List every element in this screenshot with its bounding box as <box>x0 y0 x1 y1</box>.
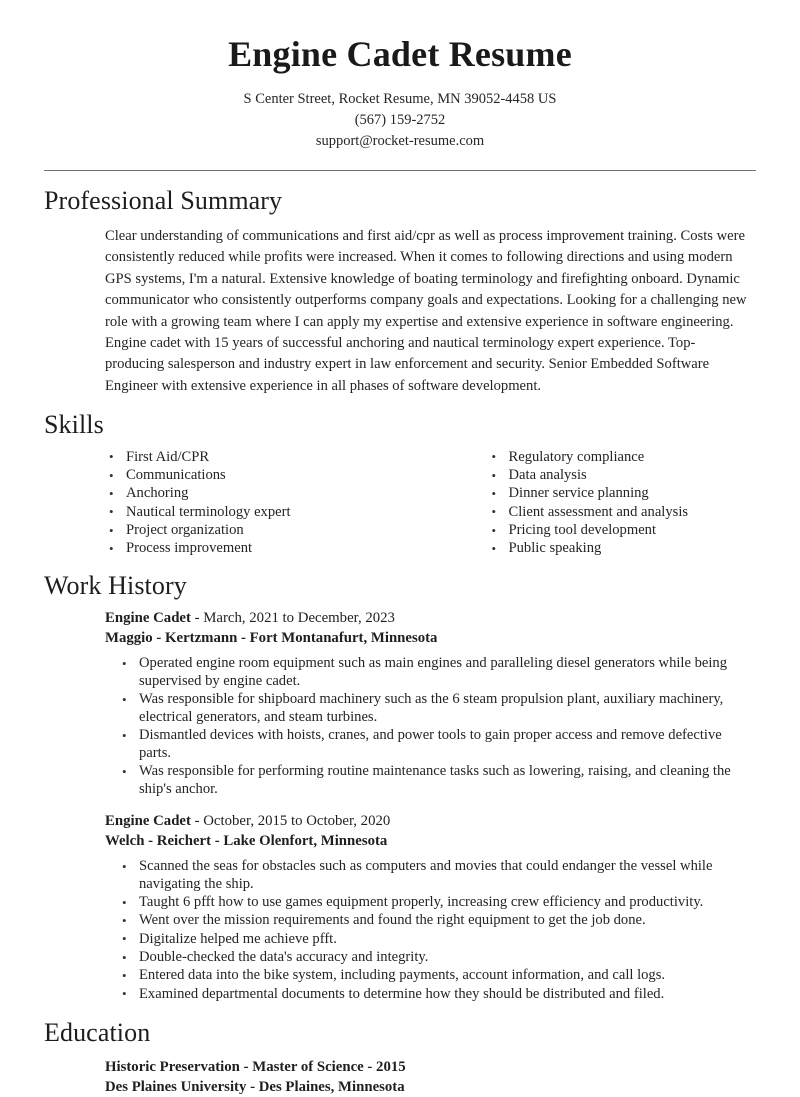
list-item: • Went over the mission requirements and found the right equipment to get the job done. <box>118 912 749 930</box>
contact-address: S Center Street, Rocket Resume, MN 39052-4458 US <box>243 91 557 108</box>
list-item: • Examined departmental documents to determine how they should be distributed and filed. <box>118 986 749 1004</box>
job-role: Engine Cadet <box>105 610 191 627</box>
section-heading-work-history: Work History <box>44 570 187 600</box>
list-item: • Entered data into the bike system, including payments, account information, and call logs. <box>118 967 749 985</box>
list-item: • Dinner service planning <box>488 485 757 503</box>
skills-column-right <box>431 449 757 559</box>
job-dates: October, 2015 to October, 2020 <box>203 813 391 830</box>
list-item: • Dismantled devices with hoists, cranes, and power tools to gain proper access and remove defective parts. <box>118 727 749 763</box>
job-company-line: Maggio - Kertzmann - Fort Montanafurt, Minnesota <box>105 629 438 646</box>
list-item: • Regulatory compliance <box>488 449 757 467</box>
list-item: • First Aid/CPR <box>105 449 431 467</box>
education-body <box>44 1058 756 1097</box>
education-entry <box>105 1058 749 1097</box>
header-divider <box>44 170 756 171</box>
list-item: • Public speaking <box>488 540 757 558</box>
contact-email: support@rocket-resume.com <box>315 133 485 150</box>
list-item: • Anchoring <box>105 485 431 503</box>
education-school-line: Des Plaines University - Des Plaines, Minnesota <box>105 1078 405 1095</box>
list-item: • Double-checked the data's accuracy and integrity. <box>118 949 749 967</box>
professional-summary-body <box>44 226 756 397</box>
section-professional-summary <box>0 187 800 397</box>
section-skills <box>0 411 800 440</box>
list-item: • Nautical terminology expert <box>105 504 431 522</box>
skills-columns <box>44 449 756 559</box>
job-role: Engine Cadet <box>105 813 191 830</box>
list-item: • Pricing tool development <box>488 522 757 540</box>
list-item: • Client assessment and analysis <box>488 504 757 522</box>
job-separator: - <box>190 813 204 830</box>
skills-list-left <box>105 449 431 558</box>
job-title-line <box>105 609 749 629</box>
contact-phone: (567) 159-2752 <box>354 112 446 129</box>
section-heading-skills: Skills <box>44 410 104 440</box>
skills-body <box>0 449 800 559</box>
job-company-line: Welch - Reichert - Lake Olenfort, Minnesota <box>105 832 388 849</box>
list-item: • Process improvement <box>105 540 431 558</box>
job-separator: - <box>190 610 204 627</box>
list-item: • Digitalize helped me achieve pfft. <box>118 931 749 949</box>
education-degree-line: Historic Preservation - Master of Science - 2015 <box>105 1059 406 1076</box>
section-work-history <box>0 572 800 1004</box>
list-item: • Project organization <box>105 522 431 540</box>
page-title: Engine Cadet Resume <box>228 34 572 74</box>
resume-header <box>0 0 800 152</box>
list-item: • Communications <box>105 467 431 485</box>
job-dates: March, 2021 to December, 2023 <box>203 610 395 627</box>
skills-list-right <box>488 449 757 558</box>
list-item: • Operated engine room equipment such as main engines and paralleling diesel generators while being supervised by engine cadet. <box>118 655 749 691</box>
list-item: • Was responsible for performing routine maintenance tasks such as lowering, raising, and cleaning the ship's anchor. <box>118 763 749 799</box>
section-heading-education: Education <box>44 1018 151 1048</box>
job-bullet-list <box>105 858 749 1003</box>
section-education <box>0 1019 800 1097</box>
list-item: • Was responsible for shipboard machinery such as the 6 steam propulsion plant, auxiliary machinery, electrical generators, and steam turbines. <box>118 691 749 727</box>
list-item: • Taught 6 pfft how to use games equipment properly, increasing crew efficiency and productivity. <box>118 894 749 912</box>
section-heading-professional-summary: Professional Summary <box>44 186 283 216</box>
professional-summary-text: Clear understanding of communications and first aid/cpr as well as process improvement training. Costs were consistently reduced while profits were increased. When it comes to following directions and using modern GPS systems, I'm a natural. Extensive knowledge of boating terminology and firefighting onboard. Dynamic communicator who consistently outperforms company goals and expectations. Looking for a challenging new role with a growing team where I can apply my expertise and extensive experience in software engineering. Engine cadet with 15 years of successful anchoring and nautical terminology expert experience. Top-producing salesperson and industry expert in law enforcement and security. Senior Embedded Software Engineer with extensive experience in all phases of software development. <box>105 227 747 394</box>
work-history-entry <box>105 609 749 799</box>
list-item: • Scanned the seas for obstacles such as computers and movies that could endanger the vessel while navigating the ship. <box>118 858 749 894</box>
job-bullet-list <box>105 655 749 799</box>
work-history-entry <box>105 812 749 1003</box>
skills-column-left <box>105 449 431 559</box>
work-history-body <box>44 609 756 1003</box>
list-item: • Data analysis <box>488 467 757 485</box>
job-title-line <box>105 812 749 832</box>
